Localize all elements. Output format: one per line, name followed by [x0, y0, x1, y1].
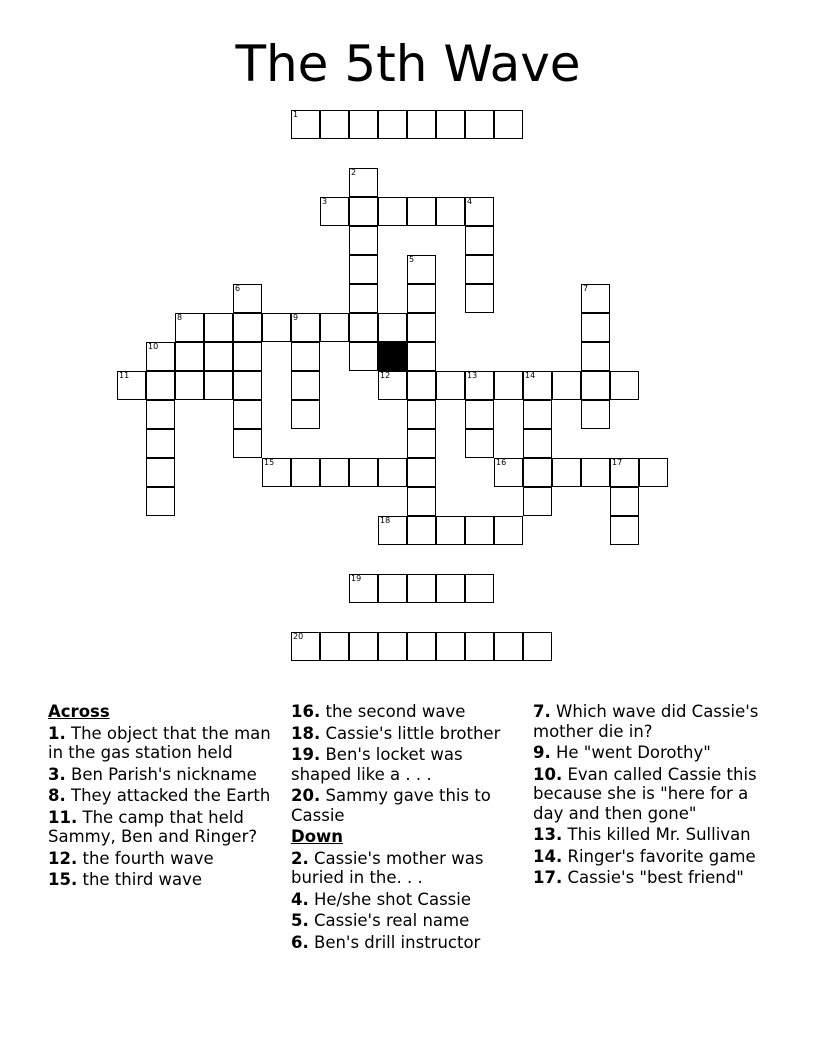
clue-column-2 — [291, 702, 523, 954]
grid-cell[interactable] — [378, 110, 407, 139]
clue-number: 16 — [496, 458, 507, 467]
grid-cell[interactable] — [494, 632, 523, 661]
grid-cell[interactable] — [233, 342, 262, 371]
clue-item-text: This killed Mr. Sullivan — [567, 825, 751, 844]
grid-cell[interactable] — [407, 487, 436, 516]
clue-item-text: He/she shot Cassie — [314, 889, 471, 909]
clue-item — [291, 933, 523, 953]
grid-cell[interactable] — [291, 313, 320, 342]
grid-cell[interactable] — [320, 632, 349, 661]
clue-item — [533, 847, 773, 867]
clue-item-number: 2. — [291, 848, 309, 868]
grid-cell[interactable] — [407, 255, 436, 284]
grid-cell[interactable] — [523, 429, 552, 458]
clue-item-text: Sammy gave this to Cassie — [291, 786, 491, 825]
grid-cell[interactable] — [581, 458, 610, 487]
clue-item-text: Ben's drill instructor — [314, 932, 481, 952]
clue-item-text: the third wave — [82, 870, 203, 889]
grid-cell[interactable] — [146, 458, 175, 487]
clue-item — [533, 868, 773, 888]
grid-cell[interactable] — [320, 458, 349, 487]
grid-cell[interactable] — [407, 574, 436, 603]
clue-item-number: 7. — [533, 702, 551, 721]
clue-item-text: The camp that held Sammy, Ben and Ringer? — [48, 807, 258, 846]
grid-cell[interactable] — [407, 110, 436, 139]
grid-cell[interactable] — [262, 313, 291, 342]
clue-number: 10 — [148, 342, 159, 351]
clue-item-number: 1. — [48, 723, 66, 743]
grid-cell[interactable] — [407, 458, 436, 487]
grid-cell[interactable] — [465, 574, 494, 603]
clue-item-text: Which wave did Cassie's mother die in? — [533, 702, 759, 741]
clue-item-number: 15. — [48, 870, 78, 889]
grid-cell[interactable] — [233, 400, 262, 429]
grid-cell[interactable] — [639, 458, 668, 487]
grid-cell[interactable] — [494, 516, 523, 545]
grid-cell[interactable] — [523, 400, 552, 429]
grid-cell[interactable] — [349, 226, 378, 255]
grid-cell[interactable] — [204, 313, 233, 342]
grid-cell[interactable] — [320, 110, 349, 139]
grid-cell[interactable] — [320, 313, 349, 342]
clue-number: 7 — [583, 284, 589, 293]
clue-item-number: 17. — [533, 868, 563, 887]
clue-item-text: Cassie's mother was buried in the. . . — [291, 848, 484, 887]
grid-cell[interactable] — [436, 632, 465, 661]
grid-cell[interactable] — [233, 313, 262, 342]
grid-cell[interactable] — [291, 110, 320, 139]
grid-cell[interactable] — [465, 516, 494, 545]
grid-cell[interactable] — [436, 371, 465, 400]
grid-cell[interactable] — [407, 371, 436, 400]
grid-cell[interactable] — [523, 487, 552, 516]
grid-cell[interactable] — [465, 632, 494, 661]
clue-item-text: The object that the man in the gas station held — [48, 723, 271, 762]
grid-cell[interactable] — [349, 197, 378, 226]
grid-cell[interactable] — [436, 110, 465, 139]
grid-cell[interactable] — [291, 632, 320, 661]
clue-item — [48, 724, 273, 763]
grid-cell[interactable] — [291, 400, 320, 429]
grid-cell[interactable] — [407, 632, 436, 661]
grid-cell[interactable] — [233, 429, 262, 458]
clue-item-number: 9. — [533, 743, 551, 762]
clue-item-number: 4. — [291, 889, 309, 909]
grid-cell[interactable] — [320, 197, 349, 226]
clue-item — [533, 743, 773, 763]
grid-cell[interactable] — [436, 574, 465, 603]
grid-cell[interactable] — [610, 458, 639, 487]
clue-item — [291, 702, 523, 722]
clue-number: 12 — [380, 371, 391, 380]
grid-cell[interactable] — [378, 516, 407, 545]
clue-column-3 — [533, 702, 773, 890]
grid-cell[interactable] — [465, 371, 494, 400]
clue-item-number: 13. — [533, 825, 563, 844]
clue-item-number: 18. — [291, 723, 321, 743]
clue-item-number: 6. — [291, 932, 309, 952]
grid-cell[interactable] — [581, 400, 610, 429]
grid-cell[interactable] — [523, 632, 552, 661]
grid-cell[interactable] — [146, 400, 175, 429]
grid-cell[interactable] — [175, 342, 204, 371]
clue-item-number: 16. — [291, 702, 321, 721]
grid-cell[interactable] — [494, 458, 523, 487]
grid-cell[interactable] — [407, 516, 436, 545]
grid-cell[interactable] — [523, 371, 552, 400]
clue-item-text: the second wave — [325, 702, 466, 721]
clue-number: 2 — [351, 168, 357, 177]
clue-item-number: 19. — [291, 745, 321, 764]
clue-item — [48, 808, 273, 847]
grid-cell[interactable] — [465, 429, 494, 458]
clue-number: 1 — [293, 110, 299, 119]
grid-cell[interactable] — [204, 342, 233, 371]
grid-cell[interactable] — [610, 371, 639, 400]
clue-item-number: 20. — [291, 786, 321, 805]
grid-cell[interactable] — [146, 342, 175, 371]
grid-cell[interactable] — [378, 574, 407, 603]
grid-cell[interactable] — [552, 371, 581, 400]
clue-number: 17 — [612, 458, 623, 467]
grid-cell[interactable] — [378, 632, 407, 661]
grid-cell[interactable] — [378, 197, 407, 226]
grid-cell[interactable] — [349, 255, 378, 284]
clue-item-text: He "went Dorothy" — [556, 743, 711, 762]
grid-cell[interactable] — [465, 400, 494, 429]
grid-cell[interactable] — [581, 371, 610, 400]
clue-item-number: 3. — [48, 764, 66, 784]
clue-item-number: 5. — [291, 911, 309, 930]
clue-item-text: Cassie's little brother — [325, 723, 501, 743]
clue-item — [48, 765, 273, 785]
grid-cell[interactable] — [465, 226, 494, 255]
grid-cell[interactable] — [378, 371, 407, 400]
grid-cell[interactable] — [349, 574, 378, 603]
grid-cell[interactable] — [465, 197, 494, 226]
grid-cell[interactable] — [610, 487, 639, 516]
clue-number: 13 — [467, 371, 478, 380]
clue-number: 19 — [351, 574, 362, 583]
grid-cell[interactable] — [407, 313, 436, 342]
grid-cell[interactable] — [233, 371, 262, 400]
clue-item-text: Cassie's real name — [314, 911, 470, 930]
grid-cell[interactable] — [233, 284, 262, 313]
grid-cell[interactable] — [523, 458, 552, 487]
grid-cell[interactable] — [175, 313, 204, 342]
grid-cell[interactable] — [436, 197, 465, 226]
grid-cell[interactable] — [465, 255, 494, 284]
clue-number: 11 — [119, 371, 130, 380]
clue-item — [291, 849, 523, 888]
grid-cell[interactable] — [407, 400, 436, 429]
clue-item — [48, 786, 273, 806]
grid-cell[interactable] — [204, 371, 233, 400]
clue-item — [291, 724, 523, 744]
clue-number: 9 — [293, 313, 299, 322]
grid-cell[interactable] — [175, 371, 204, 400]
grid-cell[interactable] — [494, 110, 523, 139]
clue-item-number: 14. — [533, 846, 563, 866]
clue-number: 18 — [380, 516, 391, 525]
grid-cell[interactable] — [378, 458, 407, 487]
grid-cell[interactable] — [349, 313, 378, 342]
grid-cell[interactable] — [291, 371, 320, 400]
clue-item-number: 12. — [48, 848, 78, 868]
grid-cell[interactable] — [349, 632, 378, 661]
clue-item — [291, 890, 523, 910]
grid-cell[interactable] — [349, 342, 378, 371]
grid-cell[interactable] — [146, 371, 175, 400]
clue-item-text: the fourth wave — [82, 848, 214, 868]
clue-item — [533, 765, 773, 824]
grid-cell[interactable] — [349, 168, 378, 197]
clue-number: 20 — [293, 632, 304, 641]
grid-cell[interactable] — [291, 342, 320, 371]
grid-cell[interactable] — [581, 342, 610, 371]
clue-item — [48, 870, 273, 890]
clue-item — [533, 825, 773, 845]
clue-item-text: They attacked the Earth — [71, 786, 271, 805]
clue-column-1 — [48, 702, 273, 892]
grid-cell[interactable] — [349, 110, 378, 139]
down-header: Down — [291, 827, 344, 846]
grid-cell[interactable] — [146, 429, 175, 458]
grid-cell[interactable] — [349, 458, 378, 487]
clue-number: 3 — [322, 197, 328, 206]
grid-cell[interactable] — [378, 313, 407, 342]
grid-cell[interactable] — [581, 284, 610, 313]
grid-cell[interactable] — [262, 458, 291, 487]
clue-item-text: Evan called Cassie this because she is "here for a day and then gone" — [533, 764, 757, 823]
clue-number: 15 — [264, 458, 275, 467]
across-header: Across — [48, 702, 110, 721]
clue-item-number: 10. — [533, 764, 563, 784]
grid-cell[interactable] — [407, 197, 436, 226]
grid-cell[interactable] — [465, 110, 494, 139]
grid-cell[interactable] — [407, 284, 436, 313]
clue-number: 14 — [525, 371, 536, 380]
grid-cell[interactable] — [610, 516, 639, 545]
grid-cell[interactable] — [407, 342, 436, 371]
clue-item — [291, 745, 523, 784]
grid-cell[interactable] — [494, 371, 523, 400]
black-square — [378, 342, 407, 371]
grid-cell[interactable] — [552, 458, 581, 487]
clue-item — [48, 849, 273, 869]
clue-number: 5 — [409, 255, 415, 264]
grid-cell[interactable] — [465, 284, 494, 313]
clue-item-text: Ringer's favorite game — [567, 846, 756, 866]
clue-item-text: Ben's locket was shaped like a . . . — [291, 745, 463, 784]
clue-number: 6 — [235, 284, 241, 293]
clue-item-number: 11. — [48, 807, 78, 827]
clue-item — [533, 702, 773, 741]
grid-cell[interactable] — [291, 458, 320, 487]
grid-cell[interactable] — [146, 487, 175, 516]
puzzle-title: The 5th Wave — [235, 35, 581, 93]
clue-item — [291, 911, 523, 931]
clue-item-text: Cassie's "best friend" — [567, 868, 744, 887]
clue-number: 8 — [177, 313, 183, 322]
grid-cell[interactable] — [407, 429, 436, 458]
grid-cell[interactable] — [117, 371, 146, 400]
clue-item — [291, 786, 523, 825]
grid-cell[interactable] — [436, 516, 465, 545]
grid-cell[interactable] — [349, 284, 378, 313]
clue-item-number: 8. — [48, 786, 66, 805]
grid-cell[interactable] — [581, 313, 610, 342]
clue-number: 4 — [467, 197, 473, 206]
clue-item-text: Ben Parish's nickname — [71, 764, 257, 784]
